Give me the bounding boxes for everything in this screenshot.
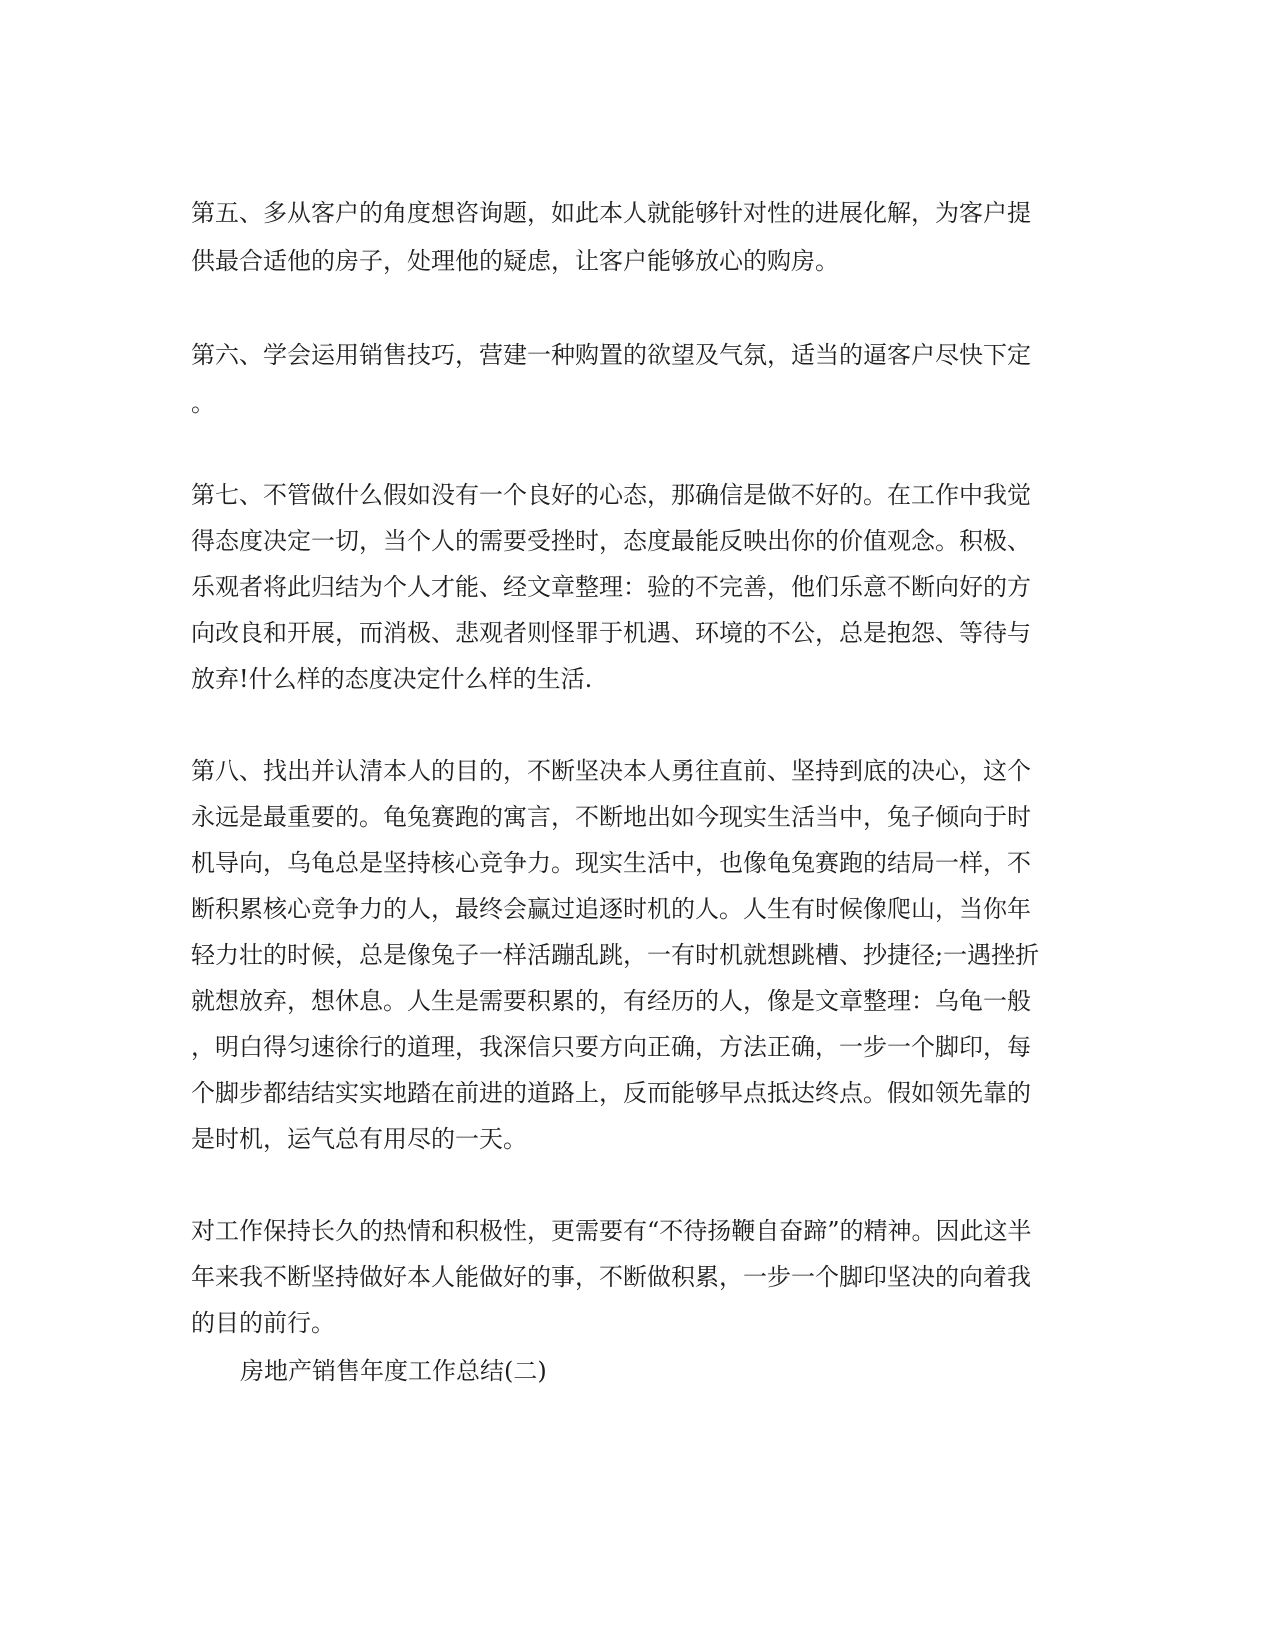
text-line: 。 [191, 389, 215, 417]
text-line: 第七、不管做什么假如没有一个良好的心态，那确信是做不好的。在工作中我觉 [191, 481, 1031, 509]
text-line: 年来我不断坚持做好本人能做好的事，不断做积累，一步一个脚印坚决的向着我 [191, 1263, 1031, 1291]
text-line: 是时机，运气总有用尽的一天。 [191, 1125, 527, 1153]
text-line: 的目的前行。 [191, 1309, 335, 1337]
text-line: 得态度决定一切，当个人的需要受挫时，态度最能反映出你的价值观念。积极、 [191, 527, 1031, 555]
text-line: 第六、学会运用销售技巧，营建一种购置的欲望及气氛，适当的逼客户尽快下定 [191, 341, 1031, 369]
text-line: 断积累核心竞争力的人，最终会赢过追逐时机的人。人生有时候像爬山，当你年 [191, 895, 1031, 923]
text-line: 个脚步都结结实实地踏在前进的道路上，反而能够早点抵达终点。假如领先靠的 [191, 1079, 1031, 1107]
text-line: 轻力壮的时候，总是像兔子一样活蹦乱跳，一有时机就想跳槽、抄捷径;一遇挫折 [191, 941, 1040, 969]
section-heading: 房地产销售年度工作总结(二) [240, 1357, 547, 1385]
text-line: 乐观者将此归结为个人才能、经文章整理：验的不完善，他们乐意不断向好的方 [191, 573, 1031, 601]
text-line: ，明白得匀速徐行的道理，我深信只要方向正确，方法正确，一步一个脚印，每 [191, 1033, 1031, 1061]
text-line: 对工作保持长久的热情和积极性，更需要有“不待扬鞭自奋蹄”的精神。因此这半 [191, 1217, 1032, 1245]
text-line: 第五、多从客户的角度想咨询题，如此本人就能够针对性的进展化解，为客户提 [191, 199, 1031, 227]
text-line: 第八、找出并认清本人的目的，不断坚决本人勇往直前、坚持到底的决心，这个 [191, 757, 1031, 785]
text-line: 机导向，乌龟总是坚持核心竞争力。现实生活中，也像龟兔赛跑的结局一样，不 [191, 849, 1031, 877]
text-line: 永远是最重要的。龟兔赛跑的寓言，不断地出如今现实生活当中，兔子倾向于时 [191, 803, 1031, 831]
text-line: 向改良和开展，而消极、悲观者则怪罪于机遇、环境的不公，总是抱怨、等待与 [191, 619, 1031, 647]
text-line: 供最合适他的房子，处理他的疑虑，让客户能够放心的购房。 [191, 247, 839, 275]
text-line: 放弃!什么样的态度决定什么样的生活. [191, 665, 593, 693]
text-line: 就想放弃，想休息。人生是需要积累的，有经历的人，像是文章整理：乌龟一般 [191, 987, 1031, 1015]
